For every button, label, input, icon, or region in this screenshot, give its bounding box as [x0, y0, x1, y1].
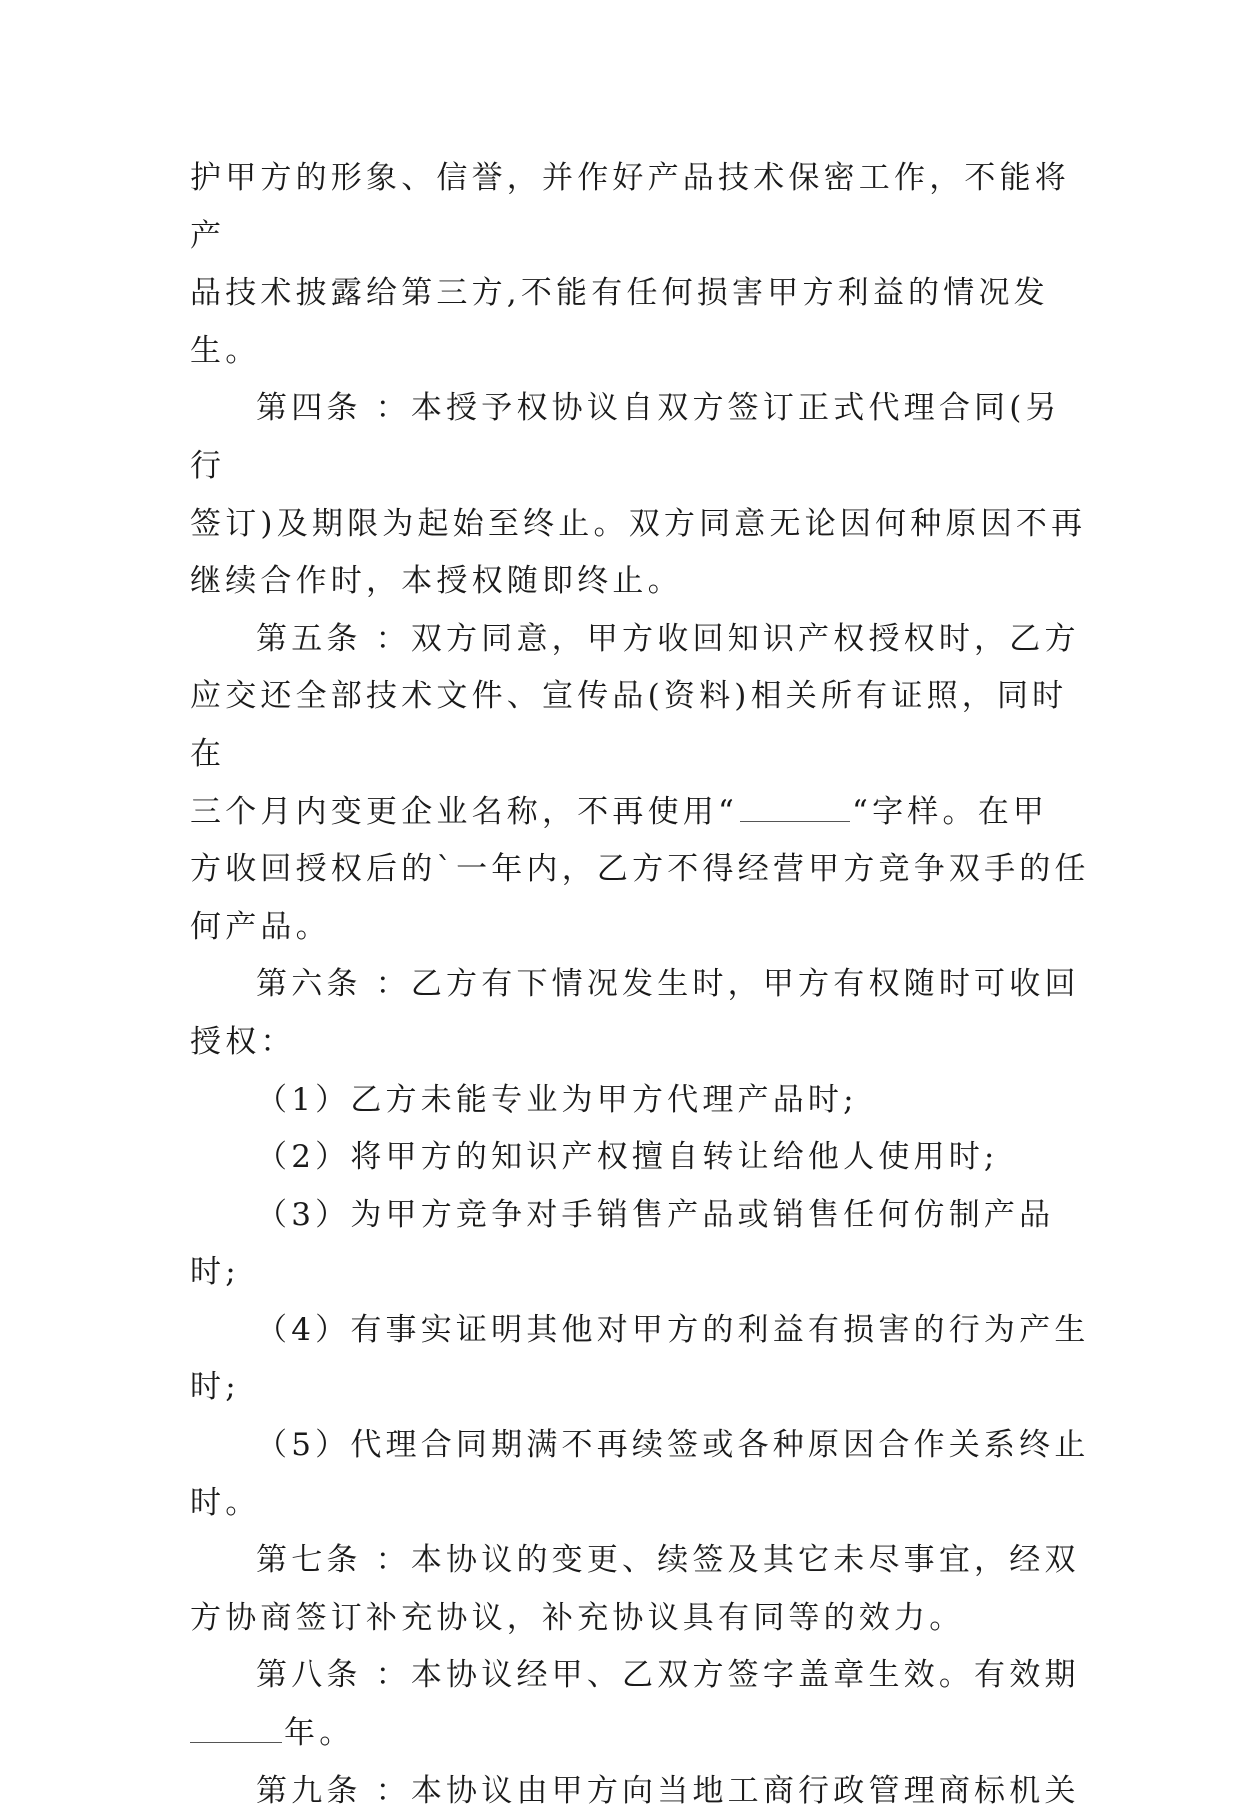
text-line: 第七条 ：本协议的变更、续签及其它未尽事宜，经双: [256, 1542, 1080, 1579]
text-line: 品技术披露给第三方,不能有任何损害甲方利益的情况发生。: [190, 275, 1049, 369]
text-line: 授权：: [190, 1023, 296, 1060]
text-line: 应交还全部技术文件、宣传品(资料)相关所有证照，同时在: [190, 678, 1068, 772]
text-line: 第八条 ：本协议经甲、乙双方签字盖章生效。有效期: [256, 1657, 1080, 1694]
article-7: [190, 1532, 1090, 1647]
list-item-1: [190, 1072, 1090, 1130]
article-6: [190, 956, 1090, 1071]
text-line: 时。: [190, 1484, 261, 1521]
text-line: 方收回授权后的`一年内，乙方不得经营甲方竞争双手的任: [190, 851, 1090, 888]
text-line-with-blank: [190, 784, 1090, 842]
text-line: 护甲方的形象、信誉，并作好产品技术保密工作，不能将产: [190, 160, 1070, 254]
text-segment: 年。: [284, 1715, 355, 1752]
text-line: 方协商签订补充协议，补充协议具有同等的效力。: [190, 1599, 965, 1636]
text-segment: 三个月内变更企业名称，不再使用“: [190, 793, 739, 830]
fill-in-blank[interactable]: [190, 1712, 282, 1743]
text-line: （2）将甲方的知识产权擅自转让给他人使用时;: [256, 1139, 999, 1176]
text-line: （4）有事实证明其他对甲方的利益有损害的行为产生: [256, 1311, 1090, 1348]
article-9: [190, 1763, 1090, 1820]
text-segment: “字样。在甲: [852, 793, 1049, 830]
fill-in-blank[interactable]: [740, 791, 850, 822]
text-line: 第五条 ：双方同意，甲方收回知识产权授权时，乙方: [256, 620, 1080, 657]
text-line: 时;: [190, 1369, 240, 1406]
text-line: 第六条 ：乙方有下情况发生时，甲方有权随时可收回: [256, 966, 1080, 1003]
paragraph-continuation: [190, 150, 1090, 380]
list-item-4: [190, 1302, 1090, 1417]
list-item-2: [190, 1129, 1090, 1187]
text-line: 签订)及期限为起始至终止。双方同意无论因何种原因不再: [190, 505, 1087, 542]
article-5: [190, 611, 1090, 957]
text-line: （5）代理合同期满不再续签或各种原因合作关系终止: [256, 1427, 1090, 1464]
text-line: 第九条 ：本协议由甲方向当地工商行政管理商标机关: [256, 1772, 1080, 1809]
document-body: [190, 150, 1090, 1820]
text-line: （3）为甲方竞争对手销售产品或销售任何仿制产品时;: [190, 1196, 1055, 1291]
text-line: 何产品。: [190, 908, 331, 945]
list-item-5: [190, 1417, 1090, 1532]
text-line: 第四条 ：本授予权协议自双方签订正式代理合同(另行: [190, 390, 1061, 484]
text-line: 继续合作时，本授权随即终止。: [190, 563, 683, 600]
article-8: [190, 1647, 1090, 1762]
article-4: [190, 380, 1090, 610]
list-item-3: [190, 1187, 1090, 1302]
text-line: （1）乙方未能专业为甲方代理产品时;: [256, 1081, 858, 1118]
